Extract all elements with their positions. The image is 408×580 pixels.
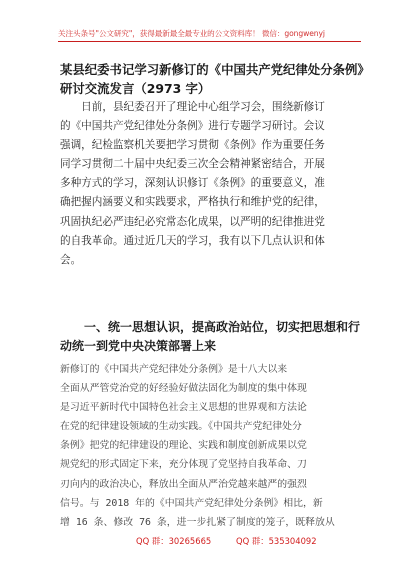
text-line: 是习近平新时代中国特色社会主义思想的世界观和方法论 bbox=[60, 402, 307, 414]
text-line: 确把握内涵要义和实践要求，严格执行和维护党的纪律， bbox=[60, 196, 325, 209]
text-line: 强调，纪检监察机关要把学习贯彻《条例》作为重要任务 bbox=[60, 139, 325, 152]
text-line: 的《中国共产党纪律处分条例》进行专题学习研讨。会议 bbox=[60, 120, 325, 133]
text-line: 信号。与 2018 年的《中国共产党纪律处分条例》相比，新 bbox=[60, 497, 323, 509]
title-line: 研讨交流发言（2973 字） bbox=[60, 81, 211, 96]
qq-group-label: QQ 群：30265665 bbox=[136, 536, 212, 546]
text-line: 刃向内的政治决心，释放出全面从严治党越来越严的强烈 bbox=[60, 478, 307, 490]
text-line: 会。 bbox=[60, 253, 82, 266]
heading-line: 动统一到党中央决策部署上来 bbox=[60, 339, 217, 353]
document-title bbox=[60, 60, 370, 98]
text-line: 新修订的《中国共产党纪律处分条例》是十八大以来 bbox=[60, 364, 288, 375]
text-line: 巩固执纪必严违纪必究常态化成果，以严明的纪律推进党 bbox=[60, 215, 325, 228]
text-line: 条例》把党的纪律建设的理论、实践和制度创新成果以党 bbox=[60, 440, 307, 452]
text-line: 的自我革命。通过近几天的学习，我有以下几点认识和体 bbox=[60, 234, 325, 247]
text-line: 规党纪的形式固定下来，充分体现了党坚持自我革命、刀 bbox=[60, 459, 307, 471]
text-line: 全面从严管党治党的好经验好做法固化为制度的集中体现 bbox=[60, 383, 307, 395]
text-line: 多种方式的学习，深刻认识修订《条例》的重要意义，准 bbox=[60, 177, 325, 190]
section-paragraph bbox=[60, 360, 362, 532]
section-heading bbox=[60, 318, 362, 356]
header-banner-text: 关注头条号"公文研究"，获得最新最全最专业的公文资料库！ 微信：gongwenyj bbox=[58, 29, 325, 38]
text-line: 在党的纪律建设领域的生动实践。《中国共产党纪律处分 bbox=[60, 421, 302, 433]
header-banner bbox=[58, 28, 361, 42]
text-line: 日前，县纪委召开了理论中心组学习会，围绕新修订 bbox=[60, 101, 325, 113]
intro-paragraph bbox=[60, 98, 362, 270]
text-line: 增 16 条、修改 76 条，进一步扎紧了制度的笼子，既释放从 bbox=[60, 516, 335, 528]
text-line: 同学习贯彻二十届中央纪委三次全会精神紧密结合，开展 bbox=[60, 158, 325, 171]
heading-line: 一、统一思想认识，提高政治站位，切实把思想和行 bbox=[60, 320, 361, 334]
qq-group-label: QQ 群：535304092 bbox=[236, 536, 317, 546]
title-line: 某县纪委书记学习新修订的《中国共产党纪律处分条例》 bbox=[60, 62, 370, 77]
